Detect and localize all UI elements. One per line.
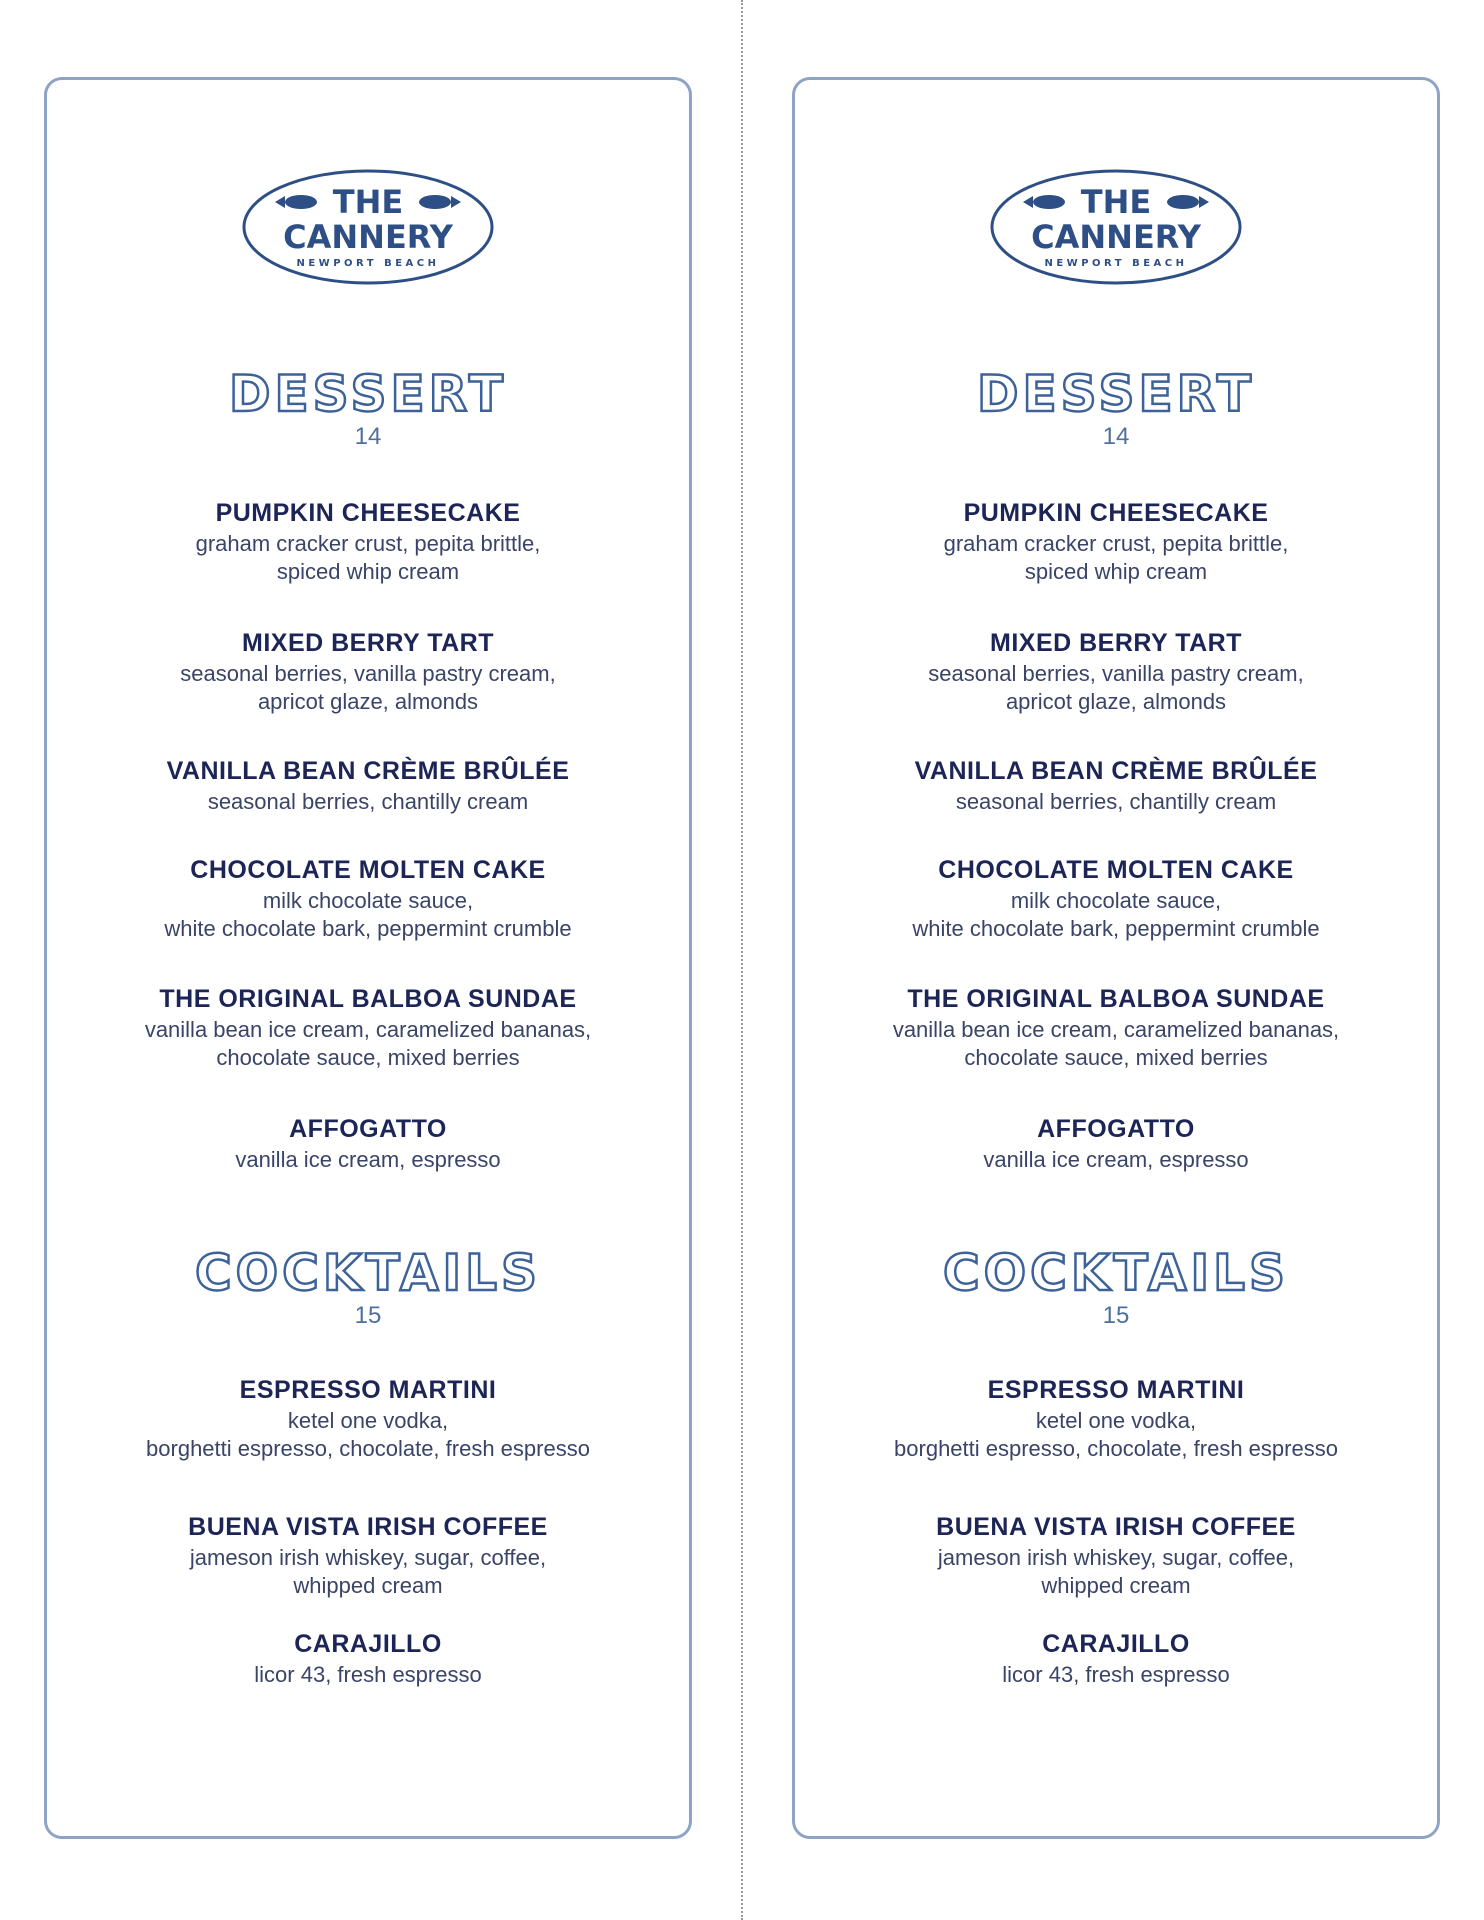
menu-item: [47, 1114, 689, 1174]
cannery-logo-graphic: [989, 168, 1243, 286]
menu-item: [795, 1114, 1437, 1174]
svg-text:NEWPORT BEACH: NEWPORT BEACH: [1044, 258, 1188, 269]
menu-item: [795, 1629, 1437, 1689]
description-line: graham cracker crust, pepita brittle,: [943, 531, 1289, 556]
menu-item-name: CARAJILLO: [294, 1630, 442, 1658]
description-line: seasonal berries, vanilla pastry cream,: [180, 661, 556, 686]
dessert-title: DESSERT: [977, 365, 1255, 423]
menu-item-name: PUMPKIN CHEESECAKE: [963, 499, 1269, 527]
description-line: vanilla ice cream, espresso: [235, 1147, 501, 1172]
menu-item-description: [47, 660, 689, 716]
description-line: borghetti espresso, chocolate, fresh espresso: [146, 1436, 590, 1461]
menu-item: [795, 498, 1437, 586]
cocktails-title: COCKTAILS: [194, 1244, 542, 1302]
description-line: spiced whip cream: [1024, 559, 1208, 584]
cocktails-section-header: [795, 1245, 1437, 1331]
menu-item: [47, 984, 689, 1072]
menu-card-left: [44, 77, 692, 1839]
description-line: chocolate sauce, mixed berries: [964, 1045, 1268, 1070]
dessert-price: 14: [354, 423, 382, 450]
menu-item-description: [795, 1016, 1437, 1072]
description-line: apricot glaze, almonds: [1005, 689, 1227, 714]
cocktails-title: COCKTAILS: [942, 1244, 1290, 1302]
menu-item: [795, 1512, 1437, 1600]
description-line: seasonal berries, chantilly cream: [955, 789, 1277, 814]
menu-item-description: [795, 788, 1437, 816]
menu-item-name: VANILLA BEAN CRÈME BRÛLÉE: [914, 757, 1318, 785]
description-line: milk chocolate sauce,: [262, 888, 474, 913]
menu-item: [47, 1512, 689, 1600]
description-line: vanilla ice cream, espresso: [983, 1147, 1249, 1172]
menu-item-description: [795, 660, 1437, 716]
menu-item-name: AFFOGATTO: [1037, 1115, 1195, 1143]
menu-item: [47, 756, 689, 816]
menu-item-description: [795, 1146, 1437, 1174]
description-line: spiced whip cream: [276, 559, 460, 584]
dessert-section-header: [47, 366, 689, 452]
menu-item-name: MIXED BERRY TART: [242, 629, 494, 657]
menu-item: [795, 756, 1437, 816]
menu-item-description: [47, 1407, 689, 1463]
menu-item: [47, 855, 689, 943]
menu-item: [47, 1629, 689, 1689]
cannery-logo: [989, 168, 1243, 286]
description-line: chocolate sauce, mixed berries: [216, 1045, 520, 1070]
menu-card-right: [792, 77, 1440, 1839]
menu-item-description: [795, 1544, 1437, 1600]
svg-text:NEWPORT BEACH: NEWPORT BEACH: [296, 258, 440, 269]
description-line: licor 43, fresh espresso: [254, 1662, 482, 1687]
menu-item-name: AFFOGATTO: [289, 1115, 447, 1143]
description-line: white chocolate bark, peppermint crumble: [164, 916, 572, 941]
description-line: white chocolate bark, peppermint crumble: [912, 916, 1320, 941]
menu-item-description: [47, 1016, 689, 1072]
cocktails-price: 15: [1102, 1302, 1130, 1329]
dessert-title: DESSERT: [229, 365, 507, 423]
svg-text:THE: THE: [332, 183, 404, 221]
fold-cut-line: [741, 0, 743, 1920]
description-line: borghetti espresso, chocolate, fresh espresso: [894, 1436, 1338, 1461]
svg-text:CANNERY: CANNERY: [1031, 218, 1201, 256]
cannery-logo-graphic: [241, 168, 495, 286]
description-line: apricot glaze, almonds: [257, 689, 479, 714]
menu-item-name: BUENA VISTA IRISH COFFEE: [936, 1513, 1296, 1541]
menu-item: [795, 984, 1437, 1072]
fish-icon-left: [275, 195, 317, 209]
menu-item-name: VANILLA BEAN CRÈME BRÛLÉE: [166, 757, 570, 785]
menu-item: [795, 1375, 1437, 1463]
fish-icon-left: [1023, 195, 1065, 209]
menu-item-description: [795, 1661, 1437, 1689]
description-line: graham cracker crust, pepita brittle,: [195, 531, 541, 556]
dessert-section-header: [795, 366, 1437, 452]
menu-item-name: ESPRESSO MARTINI: [987, 1376, 1245, 1404]
menu-item-description: [47, 788, 689, 816]
menu-item-name: PUMPKIN CHEESECAKE: [215, 499, 521, 527]
menu-item-description: [47, 530, 689, 586]
menu-item: [47, 498, 689, 586]
menu-item-description: [47, 887, 689, 943]
menu-item-description: [47, 1544, 689, 1600]
cannery-logo: [241, 168, 495, 286]
dessert-price: 14: [1102, 423, 1130, 450]
description-line: seasonal berries, vanilla pastry cream,: [928, 661, 1304, 686]
menu-item-description: [47, 1146, 689, 1174]
description-line: ketel one vodka,: [287, 1408, 449, 1433]
menu-item: [795, 628, 1437, 716]
menu-item-name: MIXED BERRY TART: [990, 629, 1242, 657]
description-line: milk chocolate sauce,: [1010, 888, 1222, 913]
menu-item-description: [795, 887, 1437, 943]
description-line: whipped cream: [1041, 1573, 1191, 1598]
menu-item-description: [795, 530, 1437, 586]
svg-text:CANNERY: CANNERY: [283, 218, 453, 256]
menu-item-name: BUENA VISTA IRISH COFFEE: [188, 1513, 548, 1541]
description-line: jameson irish whiskey, sugar, coffee,: [189, 1545, 547, 1570]
menu-item-name: CHOCOLATE MOLTEN CAKE: [938, 856, 1294, 884]
fish-icon-right: [419, 195, 461, 209]
menu-item: [47, 628, 689, 716]
fish-icon-right: [1167, 195, 1209, 209]
svg-text:THE: THE: [1080, 183, 1152, 221]
cocktails-price: 15: [354, 1302, 382, 1329]
description-line: whipped cream: [293, 1573, 443, 1598]
cocktails-section-header: [47, 1245, 689, 1331]
description-line: licor 43, fresh espresso: [1002, 1662, 1230, 1687]
menu-item-name: ESPRESSO MARTINI: [239, 1376, 497, 1404]
menu-item-name: CARAJILLO: [1042, 1630, 1190, 1658]
menu-item-name: THE ORIGINAL BALBOA SUNDAE: [159, 985, 577, 1013]
description-line: jameson irish whiskey, sugar, coffee,: [937, 1545, 1295, 1570]
description-line: seasonal berries, chantilly cream: [207, 789, 529, 814]
menu-item: [795, 855, 1437, 943]
menu-item-description: [47, 1661, 689, 1689]
menu-item-name: CHOCOLATE MOLTEN CAKE: [190, 856, 546, 884]
menu-item: [47, 1375, 689, 1463]
menu-item-name: THE ORIGINAL BALBOA SUNDAE: [907, 985, 1325, 1013]
description-line: vanilla bean ice cream, caramelized bananas,: [892, 1017, 1340, 1042]
description-line: ketel one vodka,: [1035, 1408, 1197, 1433]
description-line: vanilla bean ice cream, caramelized bananas,: [144, 1017, 592, 1042]
menu-item-description: [795, 1407, 1437, 1463]
